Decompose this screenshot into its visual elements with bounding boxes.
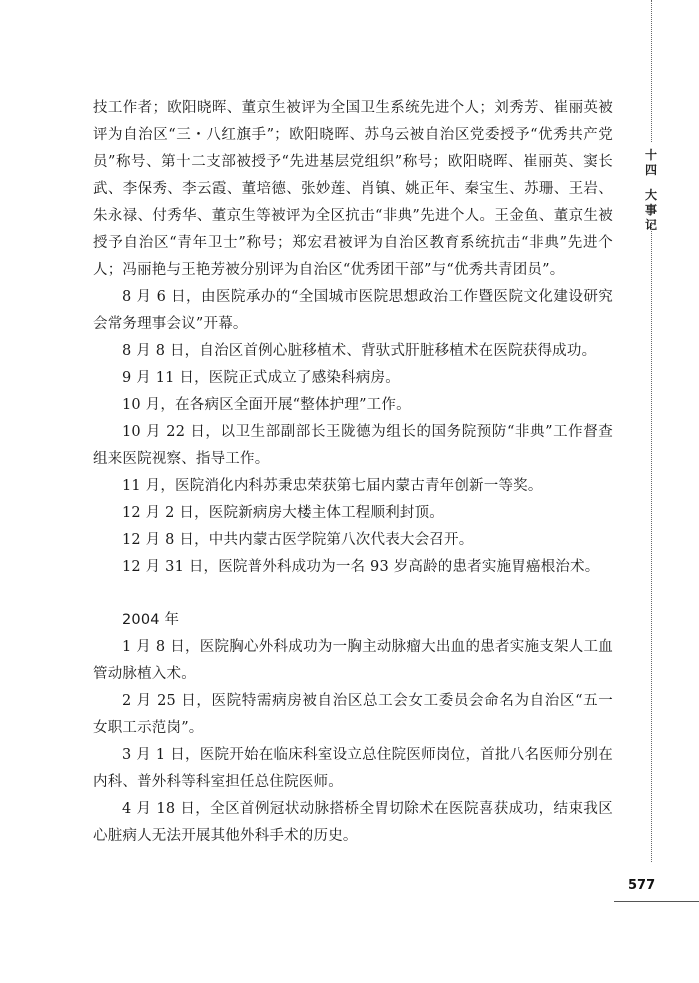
paragraph: 3 月 1 日，医院开始在临床科室设立总住院医师岗位，首批八名医师分别在内科、普外科等科室担任总住院医师。 [93,747,613,790]
page-number-rule [614,901,699,902]
paragraph: 技工作者；欧阳晓晖、董京生被评为全国卫生系统先进个人；刘秀芳、崔丽英被评为自治区“三・八红旗手”；欧阳晓晖、苏乌云被自治区党委授予“优秀共产党员”称号、第十二支部被授予“先进基层党组织”称号；欧阳晓晖、崔丽英、窦长武、李保秀、李云霞、董培德、张妙莲、肖镇、姚正年、秦宝生、苏珊、王岩、朱永禄、付秀华、董京生等被评为全区抗击“非典”先进个人。王金鱼、董京生被授予自治区“青年卫士”称号；郑宏君被评为自治区教育系统抗击“非典”先进个人；冯丽艳与王艳芳被分别评为自治区“优秀团干部”与“优秀共青团员”。 [93,100,613,278]
chapter-title-char: 大 [644,188,657,202]
paragraph: 10 月，在各病区全面开展“整体护理”工作。 [122,397,411,413]
chapter-title-char: 记 [644,218,657,232]
chapter-number-char: 四 [644,163,657,177]
paragraph: 12 月 2 日，医院新病房大楼主体工程顺利封顶。 [122,505,445,521]
chapter-title-char: 事 [644,203,657,217]
paragraph: 4 月 18 日，全区首例冠状动脉搭桥全胃切除术在医院喜获成功，结束我区心脏病人无法开展其他外科手术的历史。 [93,801,613,844]
paragraph: 8 月 8 日，自治区首例心脏移植术、背驮式肝脏移植术在医院获得成功。 [122,343,597,359]
paragraph: 2 月 25 日，医院特需病房被自治区总工会女工委员会命名为自治区“五一女职工示范岗”。 [93,693,613,736]
paragraph: 11 月，医院消化内科苏秉忠荣获第七届内蒙古青年创新一等奖。 [122,478,543,494]
paragraph: 12 月 31 日，医院普外科成功为一名 93 岁高龄的患者实施胃癌根治术。 [122,559,600,575]
side-dotted-line-top [651,0,652,142]
chapter-side-tab [643,148,659,233]
year-heading: 2004 年 [122,612,180,628]
side-dotted-line-bottom [651,222,652,862]
paragraph: 12 月 8 日，中共内蒙古医学院第八次代表大会召开。 [122,532,474,548]
paragraph: 8 月 6 日，由医院承办的“全国城市医院思想政治工作暨医院文化建设研究会常务理事会议”开幕。 [93,289,613,332]
chapter-number-char: 十 [644,148,657,162]
paragraph: 9 月 11 日，医院正式成立了感染科病房。 [122,370,400,386]
page-number: 577 [628,878,656,893]
paragraph: 10 月 22 日，以卫生部副部长王陇德为组长的国务院预防“非典”工作督查组来医院视察、指导工作。 [93,424,613,467]
body-text [93,95,613,850]
paragraph: 1 月 8 日，医院胸心外科成功为一胸主动脉瘤大出血的患者实施支架人工血管动脉植入术。 [93,639,613,682]
